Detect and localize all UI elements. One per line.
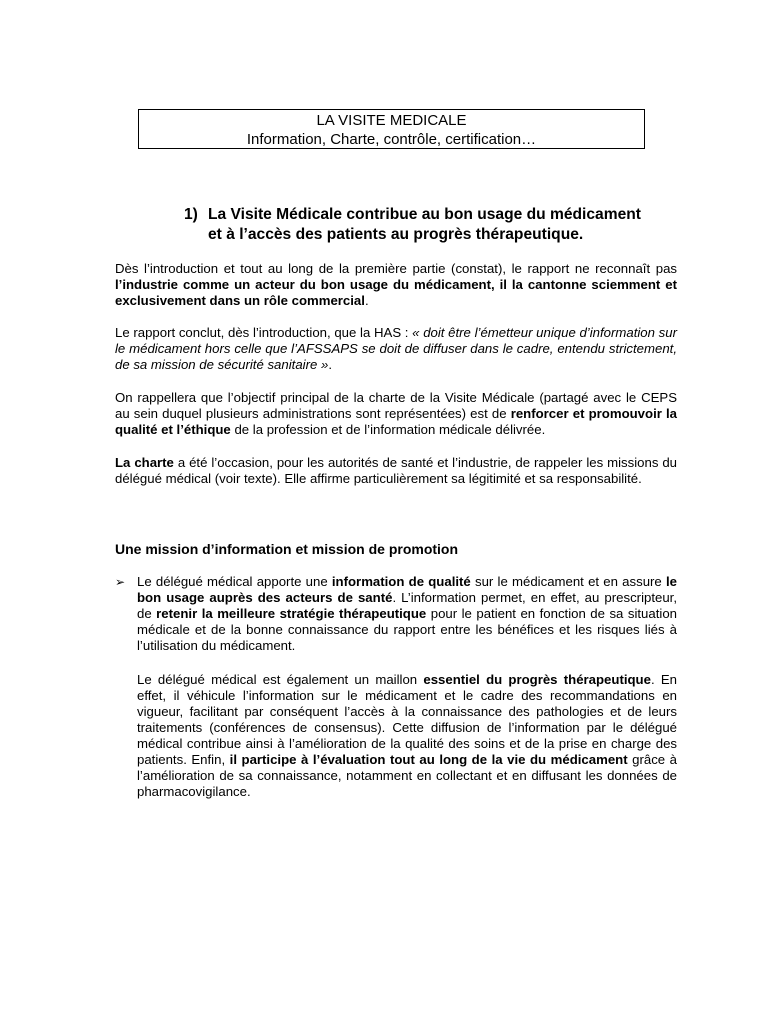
section-heading-line2: et à l’accès des patients au progrès thérapeutique. — [208, 226, 584, 243]
paragraph-quote: « doit être l’émetteur unique d’information sur le médicament hors celle que l’AFSSAPS se doit de diffuser dans le cadre, entendu strictement, de sa mission de sécurité sanitaire » — [115, 325, 677, 372]
paragraph-bold-text: La charte — [115, 455, 174, 470]
paragraph-text: . L’information permet, en effet, au prescripteur, de — [137, 590, 677, 621]
title-box — [138, 109, 645, 149]
paragraph-text: Le rapport conclut, dès l’introduction, que la HAS : — [115, 325, 413, 340]
arrow-bullet-icon: ➢ — [115, 575, 126, 589]
paragraph-constat — [115, 261, 677, 309]
paragraph-bold-text: il participe à l’évaluation tout au long de la vie du médicament — [229, 752, 628, 767]
paragraph-bold-text: l’industrie comme un acteur du bon usage du médicament, il la cantonne sciemment et exclusivement dans un rôle commercial — [115, 277, 677, 308]
section-heading — [184, 205, 684, 245]
paragraph-text: Le délégué médical est également un maillon — [137, 672, 424, 687]
paragraph-charte — [115, 455, 677, 487]
paragraph-text: de la profession et de l’information médicale délivrée. — [230, 422, 546, 437]
paragraph-bold-text: le bon usage auprès des acteurs de santé — [137, 574, 677, 605]
paragraph-text: Le délégué médical apporte une — [137, 574, 332, 589]
document-subtitle: Information, Charte, contrôle, certification… — [246, 131, 537, 148]
paragraph-bold-text: information de qualité — [331, 574, 471, 589]
section-number: 1) — [184, 206, 198, 223]
paragraph-text: a été l’occasion, pour les autorités de santé et l’industrie, de rappeler les missions du délégué médical (voir texte). Elle affirme particulièrement sa légitimité et sa responsabilité. — [115, 455, 678, 486]
bullet-paragraph-information — [137, 574, 677, 654]
paragraph-objectif — [115, 390, 677, 438]
paragraph-bold-text: renforcer et promouvoir la qualité et l’éthique — [115, 406, 677, 437]
paragraph-text: . En effet, il véhicule l’information sur le médicament et le cadre des recommandations en vigueur, facilitant par conséquent l’accès à la connaissance des pathologies et de leurs traitements (conférences de consensus). Cette diffusion de l’information par le délégué médical contribue ainsi à l’amélioration de la qualité des soins et de la prise en charge des patients. Enfin, — [137, 672, 677, 767]
paragraph-text: grâce à l’amélioration de sa connaissance, notamment en collectant et en diffusant les données de pharmacovigilance. — [137, 752, 677, 799]
paragraph-text: On rappellera que l’objectif principal de la charte de la Visite Médicale (partagé avec le CEPS au sein duquel plusieurs administrations sont représentées) est de — [115, 390, 677, 421]
bullet-paragraph-progres — [137, 672, 677, 800]
paragraph-text: pour le patient en fonction de sa situation médicale et de la bonne connaissance du rapport entre les bénéfices et les risques liés à l’utilisation du médicament. — [137, 606, 677, 653]
paragraph-conclusion — [115, 325, 677, 373]
paragraph-text: . — [328, 357, 332, 372]
subheading: Une mission d’information et mission de promotion — [115, 541, 459, 557]
paragraph-text: sur le médicament et en assure — [470, 574, 666, 589]
paragraph-text: Dès l’introduction et tout au long de la première partie (constat), le rapport ne reconnaît pas — [115, 261, 677, 276]
paragraph-bold-text: retenir la meilleure stratégie thérapeutique — [156, 606, 427, 621]
paragraph-text: . — [364, 293, 369, 308]
paragraph-bold-text: essentiel du progrès thérapeutique — [423, 672, 651, 687]
section-heading-line1: La Visite Médicale contribue au bon usage du médicament — [208, 206, 641, 223]
document-title: LA VISITE MEDICALE — [316, 112, 467, 129]
